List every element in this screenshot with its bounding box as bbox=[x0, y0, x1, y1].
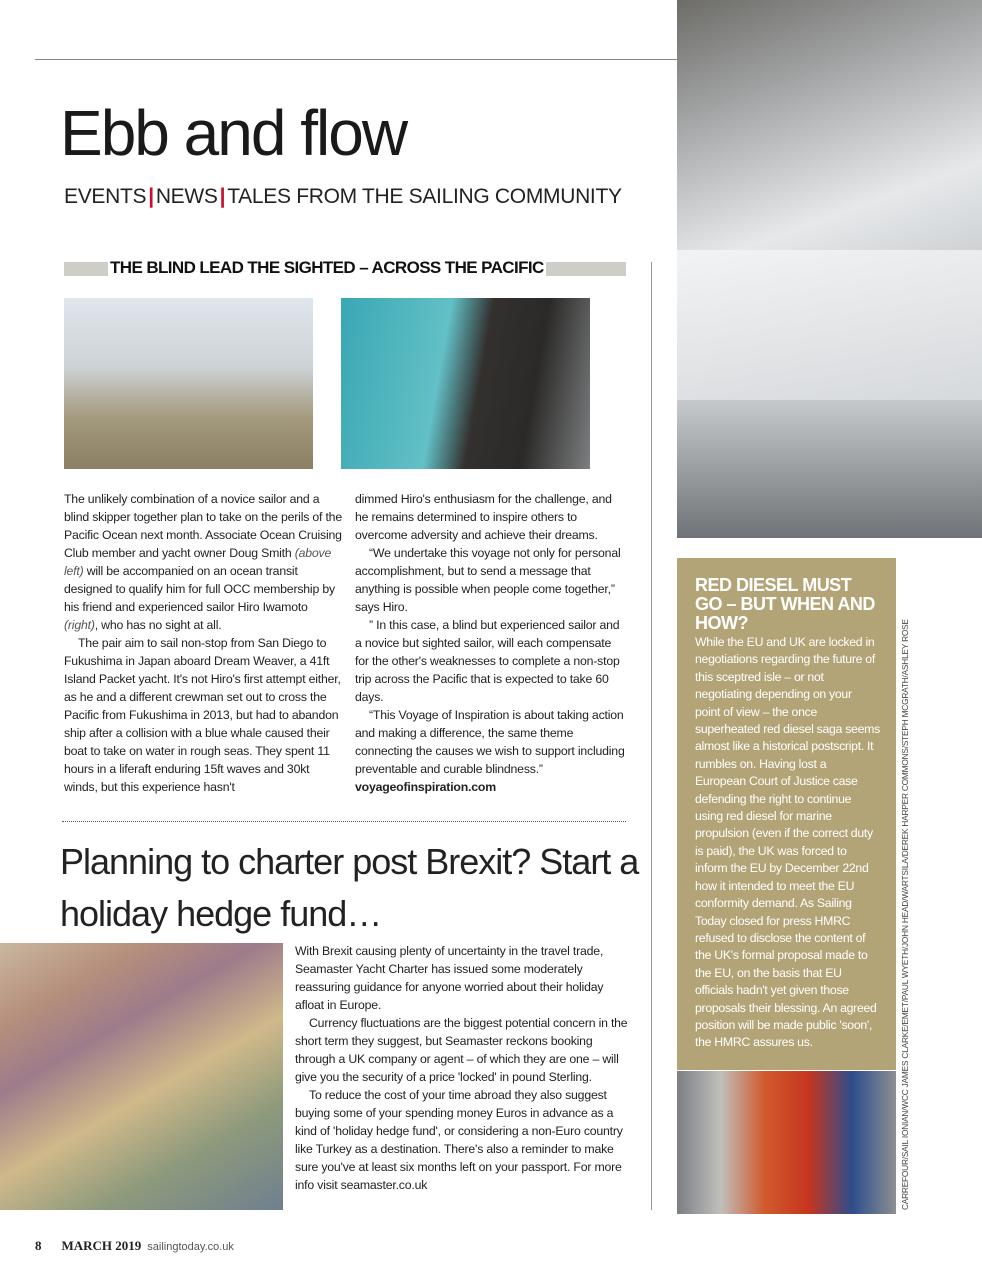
paragraph: With Brexit causing plenty of uncertainty in the travel trade, Seamaster Yacht Charter has issued some moderately reassuring guidance for anyone worried about their holiday afloat in Europe. bbox=[295, 944, 604, 1012]
story1-column-2 bbox=[355, 490, 627, 796]
page-footer bbox=[35, 1238, 234, 1254]
section-subtitle bbox=[64, 185, 622, 209]
paragraph: dimmed Hiro's enthusiasm for the challenge, and he remains determined to inspire others to overcome adversity and achieve their dreams. bbox=[355, 492, 612, 542]
story-banner bbox=[64, 258, 626, 277]
euro-banknotes-photo bbox=[0, 943, 283, 1210]
text: The unlikely combination of a novice sailor and a blind skipper together plan to take on the perils of the Pacific Ocean next month. Associate Ocean Cruising Club member and yacht owner Doug Smith bbox=[64, 492, 342, 560]
story2-headline: Planning to charter post Brexit? Start a holiday hedge fund… bbox=[60, 841, 639, 934]
page-number: 8 bbox=[35, 1238, 42, 1253]
caption-ref: (right) bbox=[64, 618, 95, 632]
sidebar-body: While the EU and UK are locked in negotiations regarding the future of this sceptred isle – or not negotiating depending on your point of view – the once superheated red diesel saga seems almost like a historical postscript. It rumbles on. Having lost a European Court of Justice case defending the right to continue using red diesel for marine propulsion (even if the correct duty is paid), the UK was forced to inform the EU by December 22nd how it intended to meet the EU conformity demand. As Sailing Today closed for press HMRC refused to disclose the content of the UK's formal proposal made to the EU, on the basis that EU officials hadn't yet given those proposals their blessing. An agreed position will be made public 'soon', the HMRC assures us. bbox=[695, 635, 880, 1050]
subtitle-events: EVENTS bbox=[64, 185, 147, 208]
top-rule bbox=[35, 59, 677, 60]
subtitle-tales: TALES FROM THE SAILING COMMUNITY bbox=[227, 185, 622, 208]
red-diesel-sidebar bbox=[677, 558, 896, 1070]
paragraph: The pair aim to sail non-stop from San Diego to Fukushima in Japan aboard Dream Weaver, a 41ft Island Packet yacht. It's not Hiro's first attempt either, as he and a different crewman set out to cross the Pacific from Fukushima in 2013, but had to abandon ship after a collision with a blue whale caused their boat to take on water in rough seas. They spent 11 hours in a liferaft enduring 15ft waves and 30kt winds, but this experience hasn't bbox=[64, 636, 341, 794]
paragraph: ” In this case, a blind but experienced sailor and a novice but sighted sailor, will each compensate for the other's weaknesses to complete a non-stop trip across the Pacific that is expected to take 60 days. bbox=[355, 618, 620, 704]
paragraph: To reduce the cost of your time abroad they also suggest buying some of your spending money Euros in advance as a kind of 'holiday hedge fund', or considering a non-Euro country like Turkey as a destination. There's also a reminder to make sure you've at least six months left on your passport. For more info visit seamaster.co.uk bbox=[295, 1088, 623, 1192]
subtitle-news: NEWS bbox=[155, 185, 218, 208]
text: will be accompanied on an ocean transit designed to qualify him for full OCC membership by his friend and experienced sailor Hiro Iwamoto bbox=[64, 564, 335, 614]
text: , who has no sight at all. bbox=[94, 618, 222, 632]
issue-date: MARCH 2019 bbox=[61, 1238, 142, 1253]
separator: | bbox=[219, 185, 226, 208]
website: sailingtoday.co.uk bbox=[147, 1241, 234, 1253]
paragraph: Currency fluctuations are the biggest potential concern in the short term they suggest, but Seamaster reckons booking through a UK company or agent – of which they are one – will give you the security of a price 'locked' in pound Sterling. bbox=[295, 1016, 628, 1084]
paragraph: “We undertake this voyage not only for personal accomplishment, but to send a message that anything is possible when people come together,” says Hiro. bbox=[355, 546, 621, 614]
column-divider bbox=[651, 262, 652, 1210]
sidebar-headline: RED DIESEL MUST GO – BUT WHEN AND HOW? bbox=[695, 575, 875, 633]
hiro-iwamoto-photo bbox=[341, 298, 590, 469]
separator: | bbox=[148, 185, 154, 208]
story1-column-1 bbox=[64, 490, 342, 796]
paragraph bbox=[64, 490, 342, 634]
page-title: Ebb and flow bbox=[60, 97, 407, 169]
photo-credits: CARREFOUR/SAIL IONIAN/WCC JAMES CLARKE/EMET/PAUL WYETH/JOHN HEAD/WARTSILA/DEREK HARPER COMMONS/STEPH MCGRATH/ASHLEY ROSE bbox=[900, 619, 910, 1210]
voyage-link[interactable]: voyageofinspiration.com bbox=[355, 780, 496, 794]
paragraph: “This Voyage of Inspiration is about taking action and making a difference, the same theme connecting the causes we wish to support including preventable and curable blindness.” bbox=[355, 708, 625, 776]
story1-headline: THE BLIND LEAD THE SIGHTED – ACROSS THE PACIFIC bbox=[110, 258, 544, 277]
fuel-pump-photo bbox=[677, 1071, 896, 1214]
doug-smith-photo bbox=[64, 298, 313, 469]
caption-ref: (above left) bbox=[64, 546, 332, 578]
dotted-divider bbox=[62, 821, 626, 822]
story2-body bbox=[295, 942, 631, 1194]
yacht-photo bbox=[677, 0, 982, 538]
